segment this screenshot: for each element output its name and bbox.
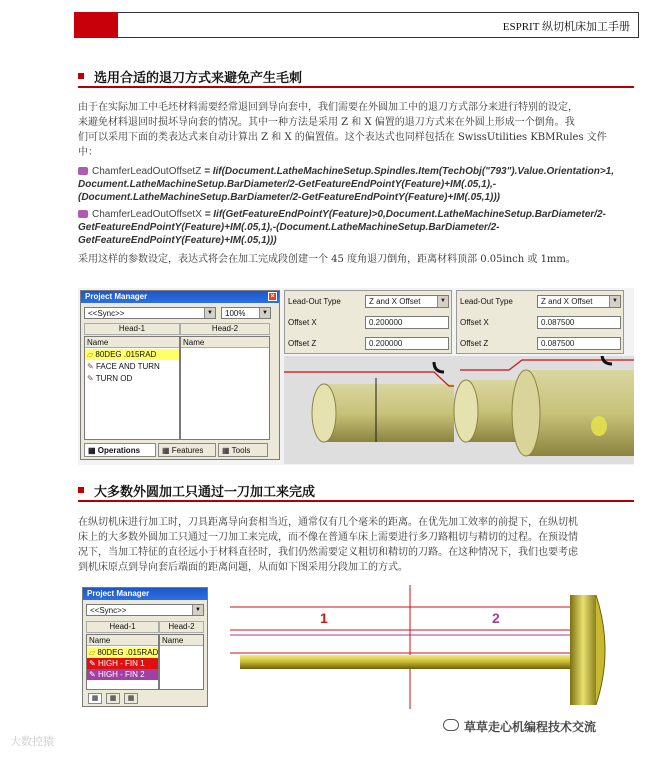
operation-icon: ✎: [89, 670, 96, 679]
head2-list: [180, 336, 270, 440]
operations-icon: ▦: [88, 446, 96, 455]
features-icon: ▦: [162, 446, 170, 455]
chevron-down-icon: ▼: [437, 296, 448, 307]
list-item[interactable]: ✎ FACE AND TURN: [87, 362, 160, 371]
offset-x-input[interactable]: 0.087500: [537, 316, 621, 329]
segment-label-2: 2: [492, 610, 500, 626]
head1-list: [84, 336, 180, 440]
leadout-panel-left: Lead-Out Type Z and X Offset ▼ Offset X 0.200000 Offset Z 0.200000: [284, 290, 452, 354]
section1-paragraph: 由于在实际加工中毛坯材料需要经常退回到导向套中，我们需要在外圆加工中的退刀方式部分来进行特别的设定， 来避免材料退回时损坏导向套的情况。其中一种方法是采用 Z 和 X 偏置的退刀方式来在外圆上形成一个倒角。我 们可以采用下面的类表达式来自动计算出 Z 和 X 的偏置值。这个表达式也同样包括在 SwissUtilities KBMRules 文件 中：: [78, 102, 607, 158]
bullet-icon: [78, 73, 84, 79]
list-item[interactable]: ✎ HIGH - FIN 1: [87, 658, 158, 669]
project-manager-window: [80, 290, 280, 460]
name-column-header: Name: [181, 337, 269, 348]
tools-icon[interactable]: ▦: [124, 693, 138, 704]
tool-icon: ▱: [89, 648, 96, 657]
pm-titlebar: Project Manager: [83, 588, 207, 600]
operation-icon: ✎: [87, 362, 94, 371]
workpiece-end: [454, 380, 478, 442]
figure-segmented-cut: [78, 585, 640, 710]
sync-select[interactable]: <<Sync>> ▼: [86, 604, 204, 616]
chevron-down-icon: ▼: [192, 605, 203, 615]
pm-tabs: [86, 692, 146, 705]
name-column-header: Name: [160, 635, 203, 646]
watermark-left: 大数控猿: [10, 735, 54, 748]
segmented-turning-scene: [230, 585, 640, 709]
project-manager-window: [82, 587, 208, 707]
operations-icon[interactable]: ▦: [88, 693, 102, 704]
header-bar: [118, 12, 639, 38]
list-item[interactable]: ▱ 80DEG .015RAD: [85, 349, 179, 360]
offset-z-input[interactable]: 0.200000: [365, 337, 449, 350]
guide-bushing: [570, 595, 596, 705]
chevron-down-icon: ▼: [204, 308, 215, 318]
workpiece-end: [312, 384, 336, 442]
head1-list: [86, 634, 159, 690]
operation-icon: ✎: [87, 374, 94, 383]
bar-stock: [240, 655, 570, 669]
tab-operations[interactable]: ▦ Operations: [84, 443, 156, 457]
close-icon[interactable]: ×: [268, 292, 277, 301]
tab-head-1[interactable]: Head-1: [84, 323, 180, 335]
header-title: ESPRIT 纵切机床加工手册: [502, 21, 630, 33]
tools-icon: ▦: [222, 446, 230, 455]
list-item[interactable]: ✎ HIGH - FIN 2: [87, 669, 158, 680]
pm-tabs: [84, 443, 274, 457]
hole-feature: [591, 416, 607, 436]
code-chamfer-z: ChamferLeadOutOffsetZ = Iif(Document.LatheMachineSetup.Spindles.Item(TechObj("793").Value.Orientation>1, Document.LatheMachineSetup.BarDiameter/2-GetFeatureEndPointY(Feature)+IM(.05,1),- (Document.LatheMachineSetup.BarDiameter/2-GetFeatureEndPointY(Feature)+IM(.05,1))): [78, 166, 615, 203]
leadout-panel-right: Lead-Out Type Z and X Offset ▼ Offset X 0.087500 Offset Z 0.087500: [456, 290, 624, 354]
tool-icon: ▱: [87, 350, 94, 359]
tab-features[interactable]: ▦ Features: [158, 443, 216, 457]
chevron-down-icon: ▼: [259, 308, 270, 318]
list-item[interactable]: ▱ 80DEG .015RAD: [89, 648, 159, 657]
section2-paragraph: 在纵切机床进行加工时，刀具距离导向套相当近，通常仅有几个毫米的距离。在优先加工效率的前提下，在纵切机 床上的大多数外圆加工只通过一刀加工来完成，而不像在普通车床上需要进行多刀路粗切与精切的过程。在预设情 况下，当加工特征的直径远小于材料直径时，我们仍然需要定义粗切和精切的刀路。在这种情况下，我们也要考虑 到机床原点到导向套后端面的距离问题，从而如下图采用分段加工的方式。: [78, 517, 578, 573]
workpiece-shoulder: [512, 370, 540, 456]
workpiece-left: [324, 384, 454, 442]
head2-list: [159, 634, 204, 690]
name-column-header: Name: [85, 337, 179, 348]
features-icon[interactable]: ▦: [106, 693, 120, 704]
tab-head-2[interactable]: Head-2: [159, 621, 204, 633]
tab-head-2[interactable]: Head-2: [180, 323, 270, 335]
chevron-down-icon: ▼: [609, 296, 620, 307]
wechat-icon: [443, 719, 459, 731]
leadout-type-select[interactable]: Z and X Offset ▼: [365, 295, 449, 308]
code-chamfer-x: ChamferLeadOutOffsetX = Iif(GetFeatureEndPointY(Feature)>0,Document.LatheMachineSetup.BarDiameter/2- GetFeatureEndPointY(Feature)+IM(.05,1),-(Document.LatheMachineSetup.BarDiameter/2- GetFeatureEndPointY(Feature)+IM(.05,1))): [78, 209, 606, 246]
watermark-right: 草草走心机编程技术交流: [464, 720, 597, 734]
section2-heading: 大多数外圆加工只通过一刀加工来完成: [78, 482, 634, 502]
zoom-select[interactable]: 100% ▼: [221, 307, 271, 319]
section1-paragraph2: 采用这样的参数设定，表达式将会在加工完成段创建一个 45 度角退刀倒角，距离材料顶部 0.05inch 或 1mm。: [78, 254, 576, 265]
segment-label-1: 1: [320, 610, 328, 626]
offset-x-input[interactable]: 0.200000: [365, 316, 449, 329]
header-red-block: [74, 12, 118, 38]
name-column-header: Name: [87, 635, 158, 646]
workpiece-right-large: [526, 370, 634, 456]
toolpath-scene: [284, 356, 634, 464]
sync-select[interactable]: <<Sync>> ▼: [84, 307, 216, 319]
tab-tools[interactable]: ▦ Tools: [218, 443, 268, 457]
guide-bushing-face: [596, 595, 605, 705]
pm-titlebar: Project Manager ×: [81, 291, 279, 303]
expression-icon: [78, 167, 88, 175]
section1-heading: 选用合适的退刀方式来避免产生毛刺: [78, 68, 634, 88]
leadout-type-select[interactable]: Z and X Offset ▼: [537, 295, 621, 308]
figure-leadout: [78, 288, 634, 465]
tab-head-1[interactable]: Head-1: [86, 621, 159, 633]
bullet-icon: [78, 487, 84, 493]
expression-icon: [78, 210, 88, 218]
operation-icon: ✎: [89, 659, 96, 668]
offset-z-input[interactable]: 0.087500: [537, 337, 621, 350]
list-item[interactable]: ✎ TURN OD: [87, 374, 133, 383]
